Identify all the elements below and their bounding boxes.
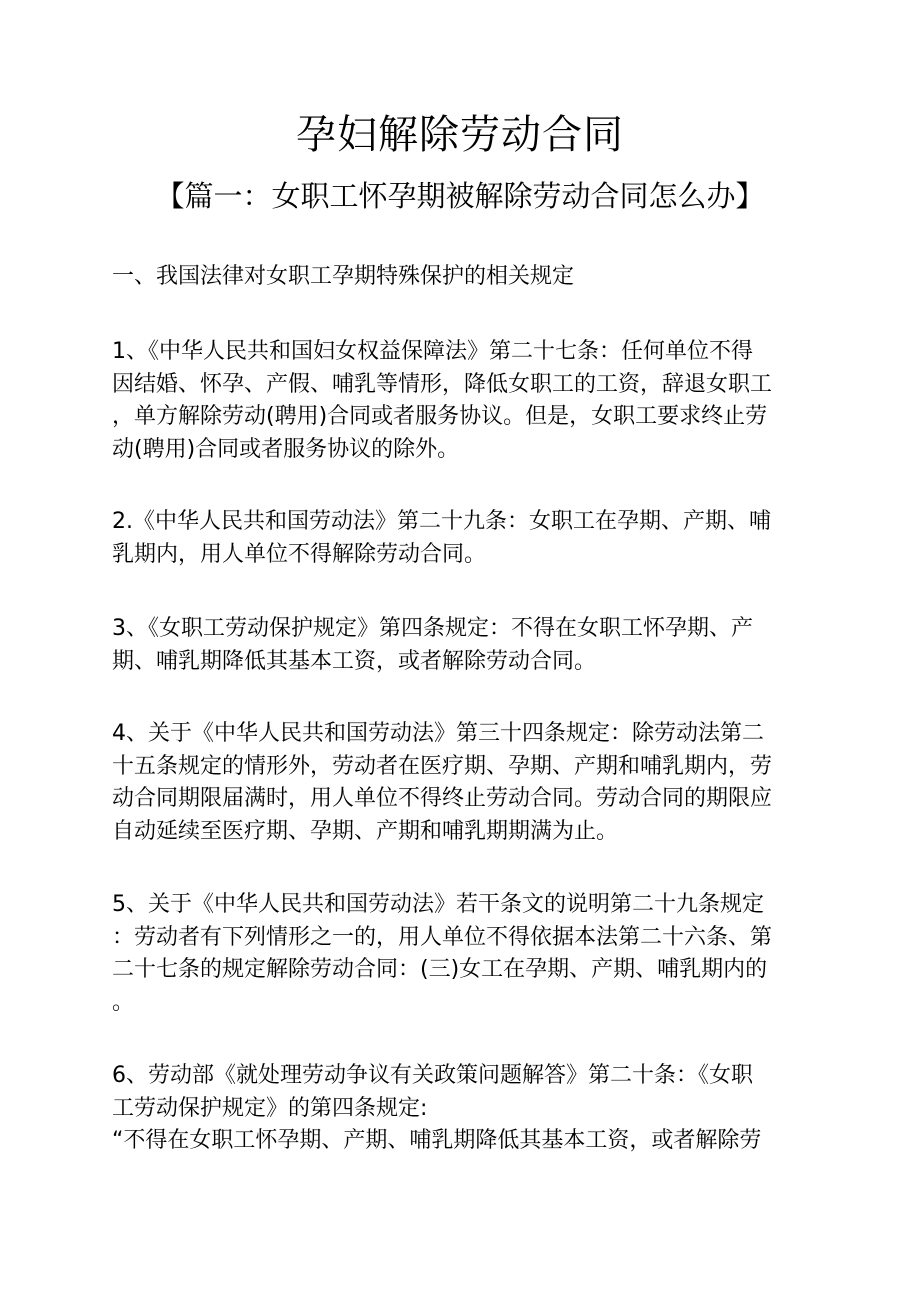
paragraph-3 — [112, 613, 753, 678]
paragraph-line: 乳期内，用人单位不得解除劳动合同。 — [112, 541, 487, 567]
paragraph-line: 。 — [112, 989, 135, 1015]
paragraph-line: 动(聘用)合同或者服务协议的除外。 — [112, 436, 460, 462]
paragraph-line: 自动延续至医疗期、孕期、产期和哺乳期期满为止。 — [112, 818, 619, 844]
paragraph-line: 5、关于《中华人民共和国劳动法》若干条文的说明第二十九条规定 — [112, 892, 764, 917]
paragraph-6 — [112, 1060, 761, 1158]
paragraph-line: 6、劳动部《就处理劳动争议有关政策问题解答》第二十条：《女职 — [112, 1063, 753, 1088]
paragraph-line: ，单方解除劳动(聘用)合同或者服务协议。但是，女职工要求终止劳 — [112, 404, 768, 429]
paragraph-5 — [112, 889, 772, 1019]
paragraph-2 — [112, 506, 771, 571]
paragraph-line: 2.《中华人民共和国劳动法》第二十九条：女职工在孕期、产期、哺 — [112, 509, 771, 534]
document-title: 孕妇解除劳动合同 — [296, 112, 624, 158]
paragraph-line: 1、《中华人民共和国妇女权益保障法》第二十七条：任何单位不得 — [112, 339, 753, 364]
paragraph-line: 十五条规定的情形外，劳动者在医疗期、孕期、产期和哺乳期内，劳 — [112, 753, 773, 779]
paragraph-line: 动合同期限届满时，用人单位不得终止劳动合同。劳动合同的期限应 — [112, 786, 773, 811]
paragraph-4 — [112, 718, 772, 848]
paragraph-line: 工劳动保护规定》的第四条规定: — [112, 1095, 428, 1121]
paragraph-line: 二十七条的规定解除劳动合同：(三)女工在孕期、产期、哺乳期内的 — [112, 957, 768, 982]
document-subtitle: 【篇一：女职工怀孕期被解除劳动合同怎么办】 — [155, 179, 765, 213]
section-heading: 一、我国法律对女职工孕期特殊保护的相关规定 — [112, 264, 575, 289]
paragraph-line: 3、《女职工劳动保护规定》第四条规定：不得在女职工怀孕期、产 — [112, 616, 753, 641]
paragraph-line: 因结婚、怀孕、产假、哺乳等情形，降低女职工的工资，辞退女职工 — [112, 371, 773, 397]
paragraph-line: 4、关于《中华人民共和国劳动法》第三十四条规定：除劳动法第二 — [112, 721, 764, 746]
paragraph-1 — [112, 336, 772, 466]
paragraph-line: 期、哺乳期降低其基本工资，或者解除劳动合同。 — [112, 648, 597, 674]
paragraph-line: ：劳动者有下列情形之一的，用人单位不得依据本法第二十六条、第 — [112, 924, 773, 950]
paragraph-line: “不得在女职工怀孕期、产期、哺乳期降低其基本工资，或者解除劳 — [112, 1128, 762, 1153]
